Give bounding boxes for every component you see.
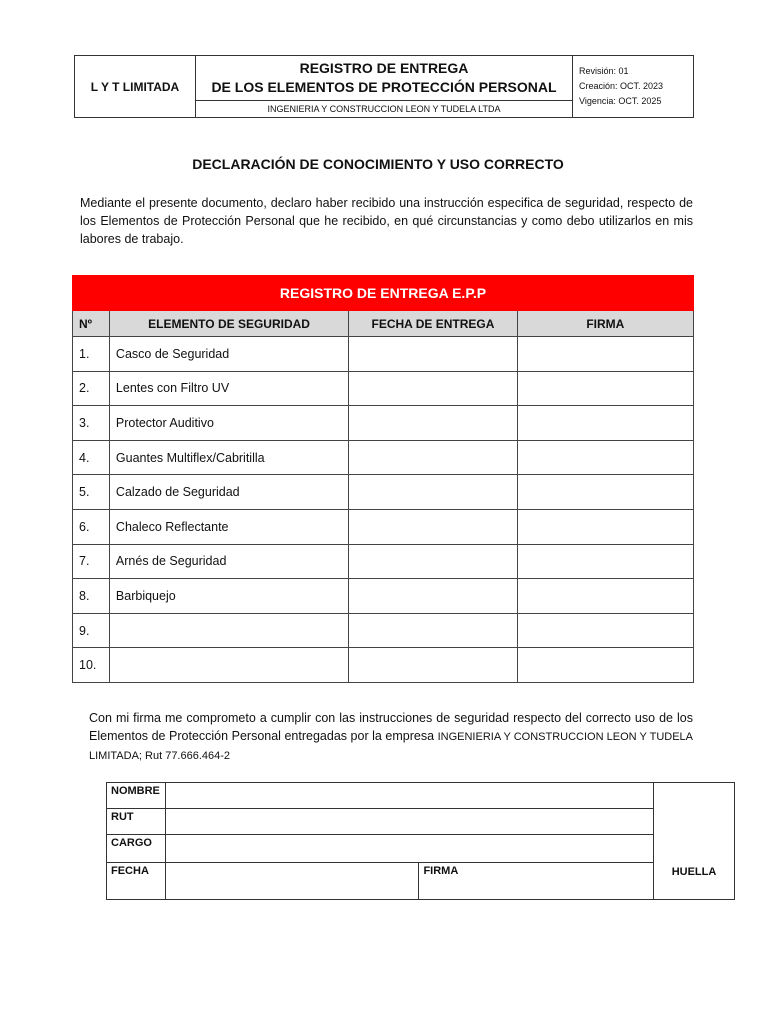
- row-element: [109, 613, 348, 648]
- date-field[interactable]: [165, 862, 418, 899]
- position-label: CARGO: [107, 835, 166, 862]
- row-element: Lentes con Filtro UV: [109, 371, 348, 406]
- title-line-1: REGISTRO DE ENTREGA: [299, 60, 469, 76]
- signature-field[interactable]: [419, 862, 654, 899]
- table-row: [73, 440, 694, 475]
- name-field[interactable]: [165, 783, 653, 809]
- row-element: Protector Auditivo: [109, 406, 348, 441]
- row-number: 2.: [73, 371, 110, 406]
- row-date-cell[interactable]: [349, 579, 517, 614]
- row-element: Calzado de Seguridad: [109, 475, 348, 510]
- position-field[interactable]: [165, 835, 653, 862]
- table-row: [73, 475, 694, 510]
- row-signature-cell[interactable]: [517, 440, 693, 475]
- row-signature-cell[interactable]: [517, 371, 693, 406]
- row-date-cell[interactable]: [349, 475, 517, 510]
- title-line-2: DE LOS ELEMENTOS DE PROTECCIÓN PERSONAL: [211, 79, 557, 95]
- row-signature-cell[interactable]: [517, 613, 693, 648]
- row-signature-cell[interactable]: [517, 648, 693, 683]
- header-date: FECHA DE ENTREGA: [349, 311, 517, 337]
- row-element: [109, 648, 348, 683]
- row-date-cell[interactable]: [349, 406, 517, 441]
- table-row: [73, 613, 694, 648]
- row-signature-cell[interactable]: [517, 509, 693, 544]
- fingerprint-box[interactable]: [654, 783, 735, 900]
- table-row: [73, 371, 694, 406]
- header-number: Nº: [73, 311, 110, 337]
- commitment-text: [89, 709, 693, 765]
- declaration-title: DECLARACIÓN DE CONOCIMIENTO Y USO CORRECTO: [192, 156, 564, 172]
- row-element: Chaleco Reflectante: [109, 509, 348, 544]
- row-element: Guantes Multiflex/Cabritilla: [109, 440, 348, 475]
- row-number: 9.: [73, 613, 110, 648]
- header-signature: FIRMA: [517, 311, 693, 337]
- table-row: [73, 648, 694, 683]
- company-name: L Y T LIMITADA: [75, 56, 196, 118]
- date-label: FECHA: [107, 862, 166, 899]
- table-row: [73, 337, 694, 372]
- row-date-cell[interactable]: [349, 544, 517, 579]
- table-row: [73, 544, 694, 579]
- row-signature-cell[interactable]: [517, 544, 693, 579]
- row-number: 3.: [73, 406, 110, 441]
- epp-banner: REGISTRO DE ENTREGA E.P.P: [73, 276, 694, 311]
- row-number: 5.: [73, 475, 110, 510]
- subcompany-name: INGENIERIA Y CONSTRUCCION LEON Y TUDELA LTDA: [196, 101, 573, 118]
- header-element: ELEMENTO DE SEGURIDAD: [109, 311, 348, 337]
- rut-field[interactable]: [165, 809, 653, 835]
- table-row: [73, 406, 694, 441]
- commitment-company: INGENIERIA Y CONSTRUCCION LEON Y TUDELA LIMITADA; Rut 77.666.464-2: [89, 731, 693, 762]
- row-number: 10.: [73, 648, 110, 683]
- table-row: [73, 509, 694, 544]
- row-signature-cell[interactable]: [517, 475, 693, 510]
- row-number: 8.: [73, 579, 110, 614]
- row-number: 7.: [73, 544, 110, 579]
- row-date-cell[interactable]: [349, 613, 517, 648]
- document-title: [196, 56, 573, 101]
- signature-label: FIRMA: [423, 864, 459, 877]
- row-signature-cell[interactable]: [517, 406, 693, 441]
- row-signature-cell[interactable]: [517, 579, 693, 614]
- validity-label: Vigencia: OCT. 2025: [579, 96, 662, 106]
- rut-label: RUT: [107, 809, 166, 835]
- commitment-body: Con mi firma me comprometo a cumplir con las instrucciones de seguridad respecto del correcto uso de los Elementos de Protección Personal entregadas por la empresa: [89, 711, 693, 743]
- fingerprint-label: HUELLA: [671, 866, 717, 878]
- epp-body: [73, 337, 694, 683]
- signature-block: [106, 782, 735, 900]
- row-date-cell[interactable]: [349, 371, 517, 406]
- row-signature-cell[interactable]: [517, 337, 693, 372]
- table-row: [73, 579, 694, 614]
- name-label: NOMBRE: [107, 783, 166, 809]
- row-number: 6.: [73, 509, 110, 544]
- row-date-cell[interactable]: [349, 648, 517, 683]
- row-date-cell[interactable]: [349, 509, 517, 544]
- row-element: Barbiquejo: [109, 579, 348, 614]
- row-date-cell[interactable]: [349, 337, 517, 372]
- epp-table: [72, 275, 694, 683]
- row-date-cell[interactable]: [349, 440, 517, 475]
- declaration-text: Mediante el presente documento, declaro haber recibido una instrucción especifica de seguridad, respecto de los Elementos de Protección Personal que he recibido, en qué circunstancias y como debo utilizarlos en mis labores de trabajo.: [80, 196, 693, 246]
- document-header: [74, 55, 694, 118]
- row-number: 4.: [73, 440, 110, 475]
- row-element: Casco de Seguridad: [109, 337, 348, 372]
- creation-label: Creación: OCT. 2023: [579, 81, 664, 91]
- epp-header-row: [73, 311, 694, 337]
- row-number: 1.: [73, 337, 110, 372]
- document-meta: [573, 56, 694, 118]
- revision-label: Revisión: 01: [579, 66, 629, 76]
- row-element: Arnés de Seguridad: [109, 544, 348, 579]
